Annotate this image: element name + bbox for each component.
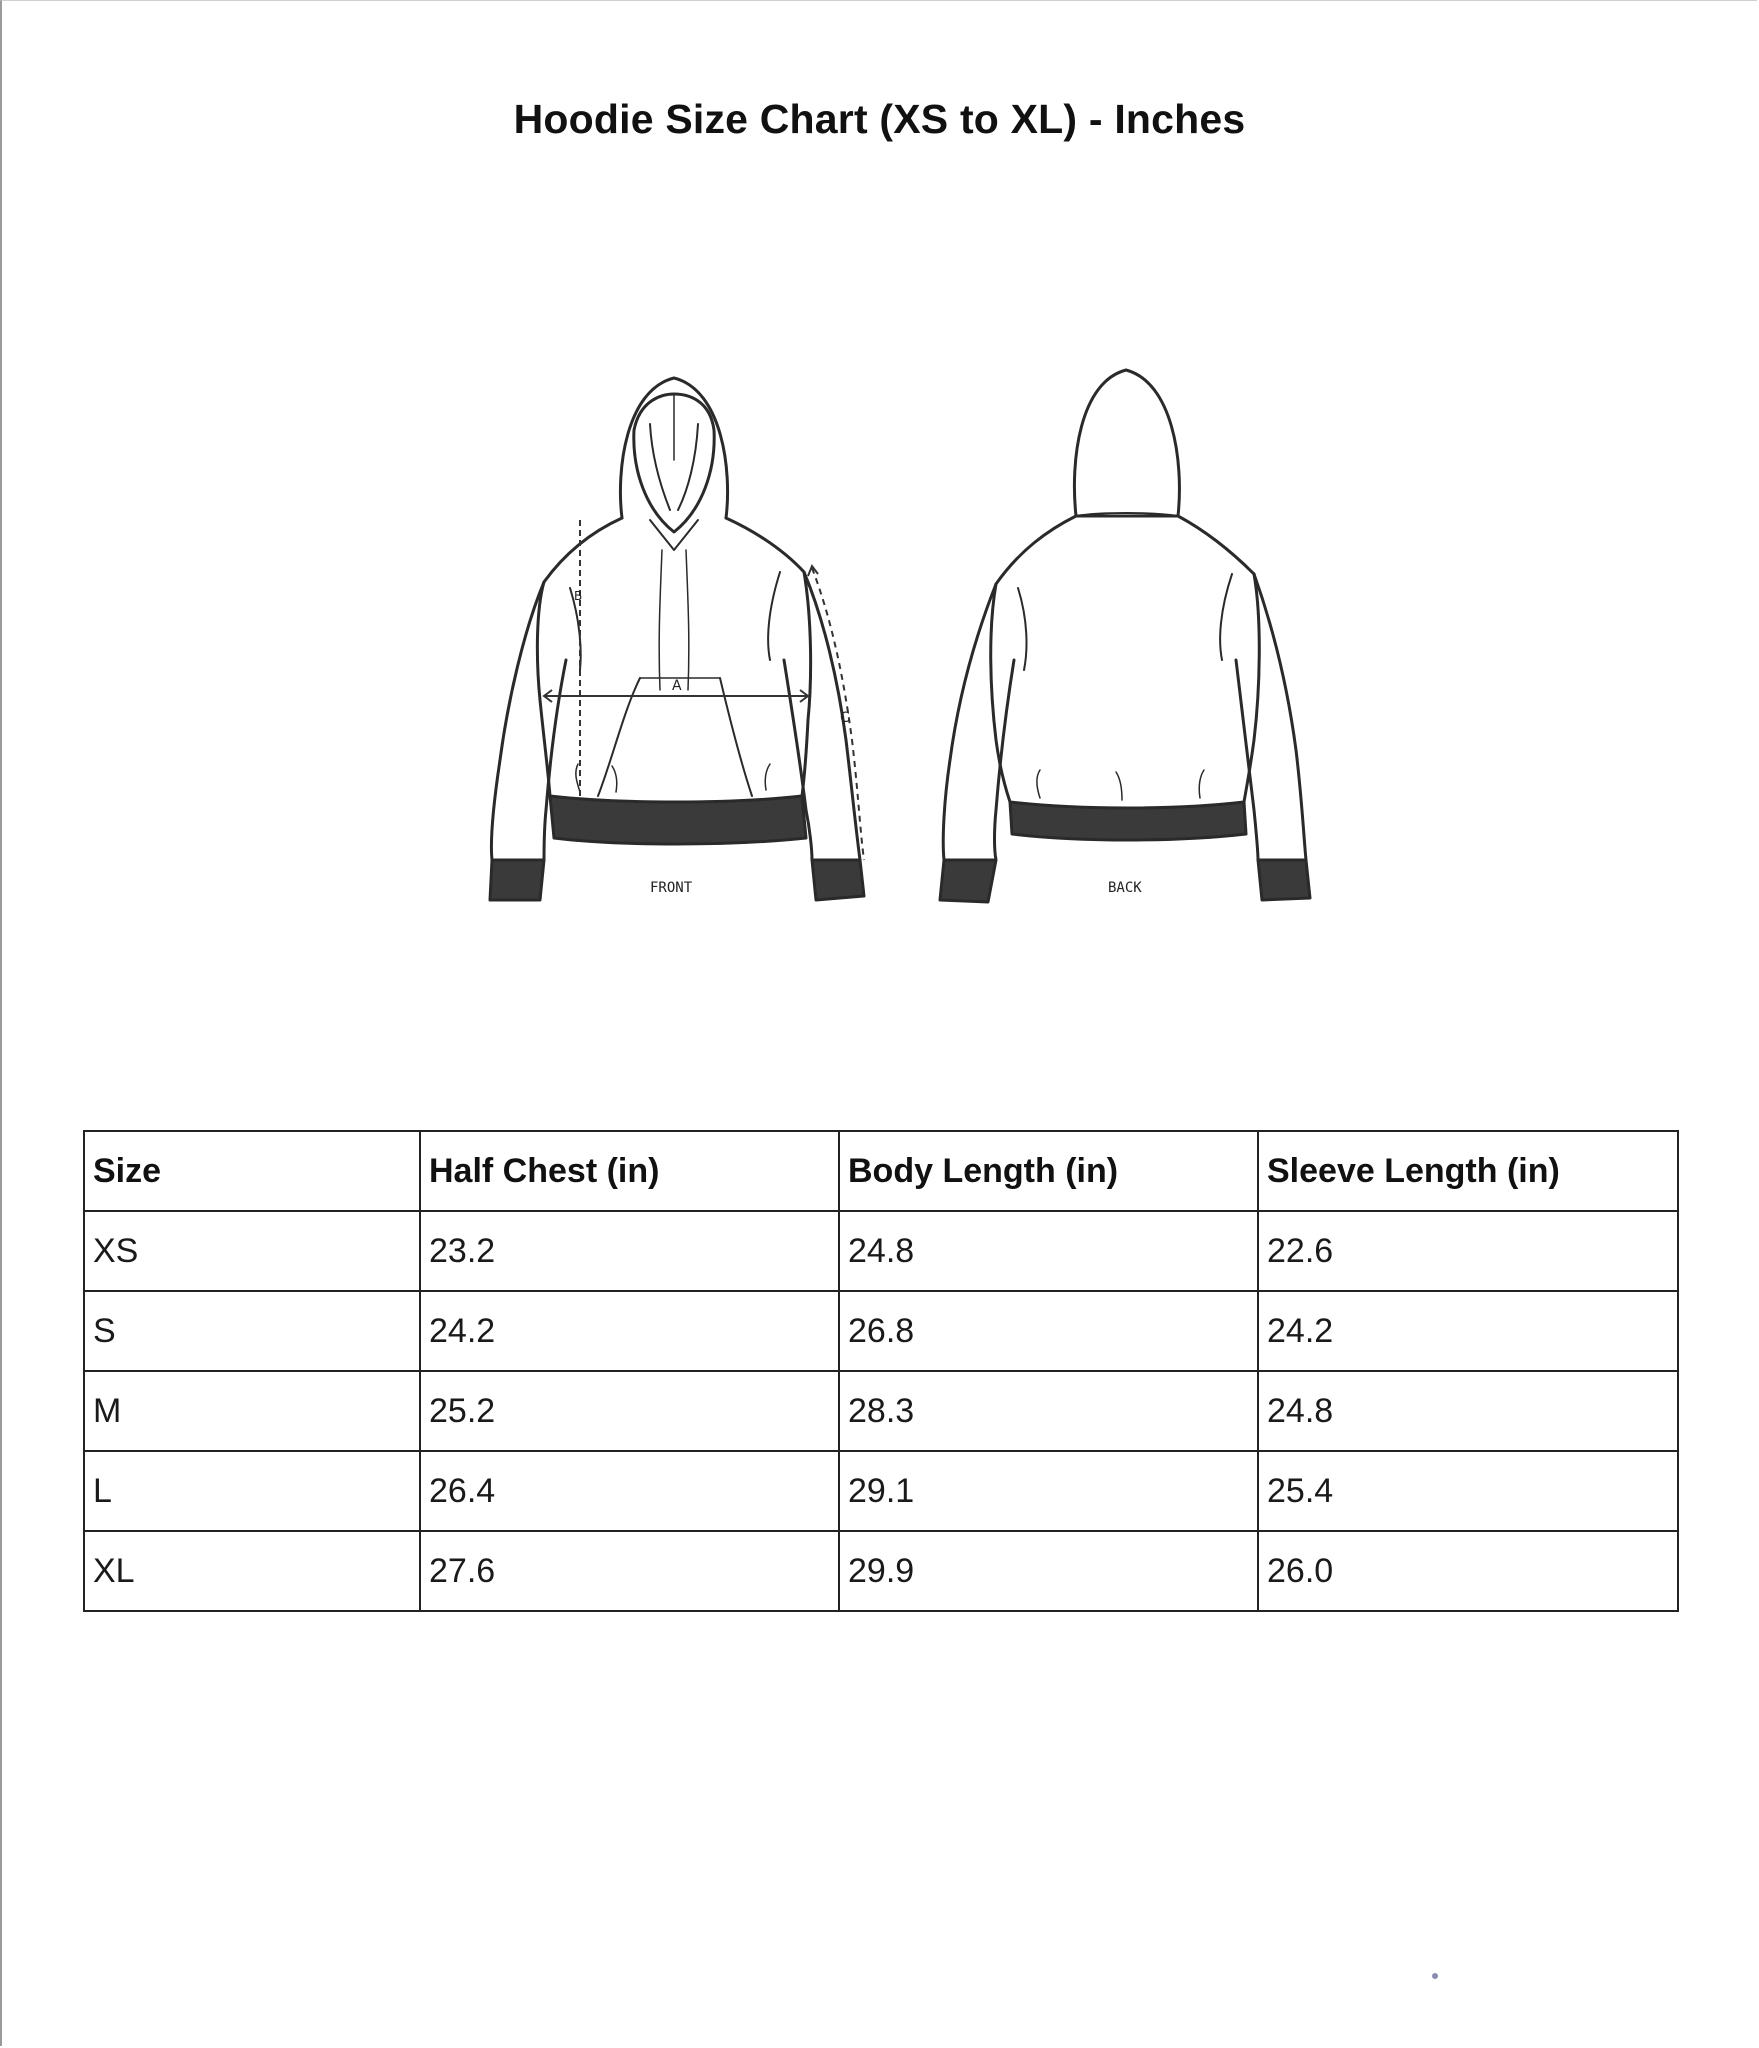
cell-half-chest: 26.4	[420, 1451, 839, 1531]
cell-size: XS	[84, 1211, 420, 1291]
cell-sleeve-length: 26.0	[1258, 1531, 1678, 1611]
hoodie-front	[490, 378, 864, 900]
front-label: FRONT	[650, 880, 693, 896]
cell-body-length: 26.8	[839, 1291, 1258, 1371]
cell-half-chest: 24.2	[420, 1291, 839, 1371]
table-row	[84, 1291, 1678, 1371]
cell-half-chest: 25.2	[420, 1371, 839, 1451]
table-row	[84, 1531, 1678, 1611]
cell-size: XL	[84, 1531, 420, 1611]
back-label: BACK	[1108, 880, 1142, 896]
cell-body-length: 28.3	[839, 1371, 1258, 1451]
size-table	[83, 1130, 1679, 1612]
header-sleeve-length: Sleeve Length (in)	[1258, 1131, 1678, 1211]
header-body-length: Body Length (in)	[839, 1131, 1258, 1211]
table-row	[84, 1371, 1678, 1451]
cell-half-chest: 27.6	[420, 1531, 839, 1611]
cell-body-length: 29.1	[839, 1451, 1258, 1531]
table-row	[84, 1451, 1678, 1531]
cell-sleeve-length: 25.4	[1258, 1451, 1678, 1531]
cell-size: M	[84, 1371, 420, 1451]
table-row	[84, 1211, 1678, 1291]
measure-b-label: B	[574, 589, 583, 603]
cell-sleeve-length: 22.6	[1258, 1211, 1678, 1291]
hoodie-illustration	[440, 360, 1360, 920]
measure-a-label: A	[672, 678, 682, 694]
cell-body-length: 29.9	[839, 1531, 1258, 1611]
page-title: Hoodie Size Chart (XS to XL) - Inches	[513, 96, 1246, 142]
cell-sleeve-length: 24.8	[1258, 1371, 1678, 1451]
measure-c-label: C	[840, 710, 850, 726]
table-header-row	[84, 1131, 1678, 1211]
header-size: Size	[84, 1131, 420, 1211]
speck-mark	[1432, 1973, 1438, 1979]
cell-size: S	[84, 1291, 420, 1371]
header-half-chest: Half Chest (in)	[420, 1131, 839, 1211]
cell-size: L	[84, 1451, 420, 1531]
cell-body-length: 24.8	[839, 1211, 1258, 1291]
hoodie-back	[940, 370, 1310, 902]
cell-half-chest: 23.2	[420, 1211, 839, 1291]
cell-sleeve-length: 24.2	[1258, 1291, 1678, 1371]
